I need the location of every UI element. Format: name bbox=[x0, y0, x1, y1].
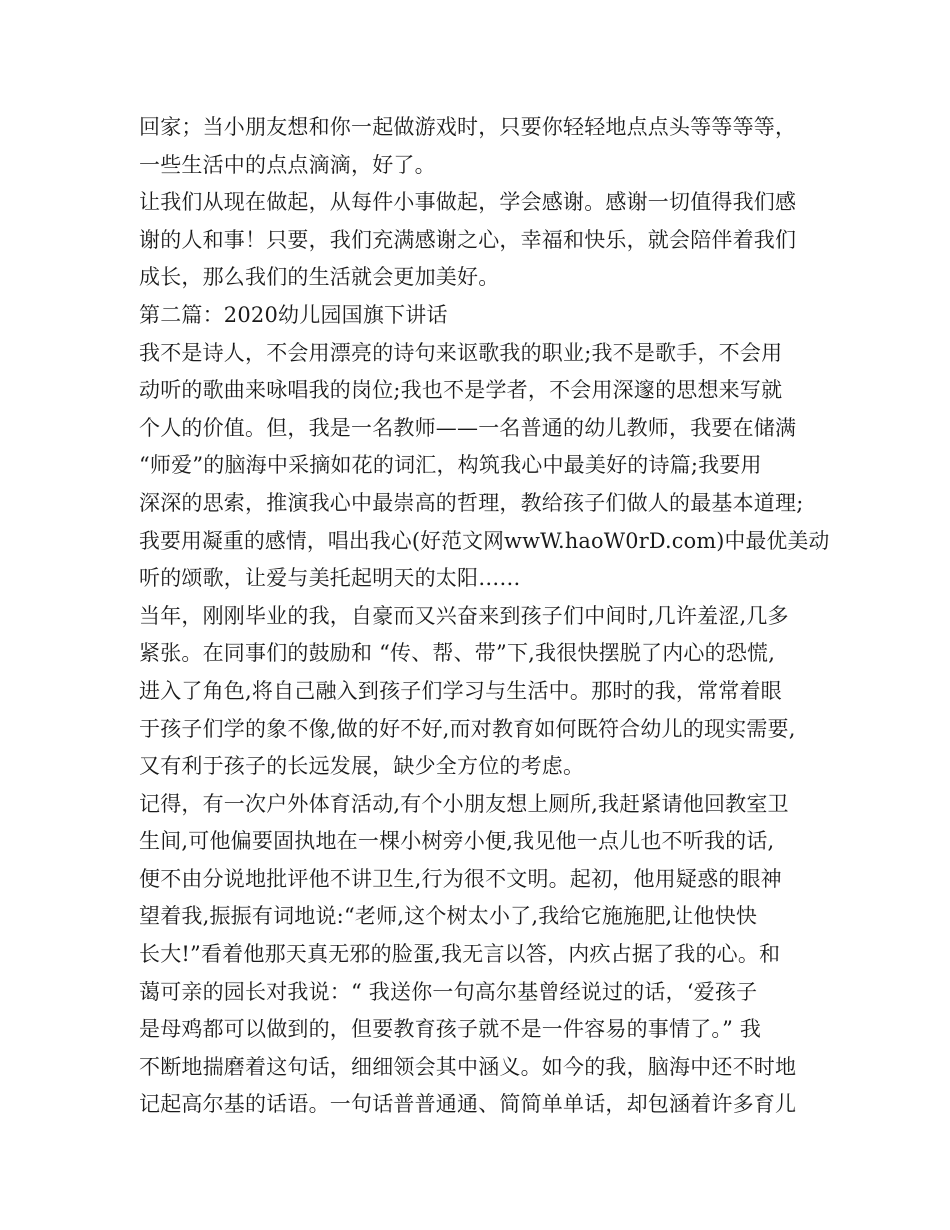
text-line: 动听的歌曲来咏唱我的岗位;我也不是学者，不会用深邃的思想来写就 bbox=[139, 378, 783, 403]
text-line: 进入了角色,将自己融入到孩子们学习与生活中。那时的我，常常着眼 bbox=[139, 678, 782, 703]
text-line: 成长，那么我们的生活就会更加美好。 bbox=[139, 265, 500, 290]
text-line: “师爱”的脑海中采摘如花的词汇，构筑我心中最美好的诗篇;我要用 bbox=[139, 453, 762, 478]
text-line: 蔼可亲的园长对我说：“ 我送你一句高尔基曾经说过的话，‘爱孩子 bbox=[139, 979, 758, 1004]
text-line: 记得，有一次户外体育活动,有个小朋友想上厕所,我赶紧请他回教室卫 bbox=[139, 791, 789, 816]
document-body bbox=[139, 109, 829, 1124]
text-line: 个人的价值。但，我是一名教师——一名普通的幼儿教师，我要在储满 bbox=[139, 415, 797, 440]
text-line: 让我们从现在做起，从每件小事做起，学会感谢。感谢一切值得我们感 bbox=[139, 190, 797, 215]
text-line: 谢的人和事！只要，我们充满感谢之心，幸福和快乐，就会陪伴着我们 bbox=[139, 227, 797, 252]
text-line: 长大!”看着他那天真无邪的脸蛋,我无言以答，内疚占据了我的心。和 bbox=[139, 942, 781, 967]
text-line: 深深的思索，推演我心中最崇高的哲理，教给孩子们做人的最基本道理; bbox=[139, 490, 804, 515]
text-line: 不断地揣磨着这句话，细细领会其中涵义。如今的我，脑海中还不时地 bbox=[139, 1054, 797, 1079]
text-line: 紧张。在同事们的鼓励和 “传、帮、带”下,我很快摆脱了内心的恐慌, bbox=[139, 641, 776, 666]
text-line: 是母鸡都可以做到的，但要教育孩子就不是一件容易的事情了。” 我 bbox=[139, 1017, 762, 1042]
text-line: 记起高尔基的话语。一句话普普通通、简简单单话，却包涵着许多育儿 bbox=[139, 1092, 797, 1117]
text-line: 我要用凝重的感情，唱出我心(好范文网wwW.haoW0rD.com)中最优美动 bbox=[139, 528, 830, 553]
text-line: 于孩子们学的象不像,做的好不好,而对教育如何既符合幼儿的现实需要, bbox=[139, 716, 796, 741]
text-line: 我不是诗人，不会用漂亮的诗句来讴歌我的职业;我不是歌手，不会用 bbox=[139, 340, 783, 365]
text-line: 听的颂歌，让爱与美托起明天的太阳…… bbox=[139, 566, 521, 591]
text-line: 当年，刚刚毕业的我，自豪而又兴奋来到孩子们中间时,几许羞涩,几多 bbox=[139, 603, 789, 628]
text-line: 一些生活中的点点滴滴，好了。 bbox=[139, 152, 436, 177]
text-line: 生间,可他偏要固执地在一棵小树旁小便,我见他一点儿也不听我的话, bbox=[139, 829, 775, 854]
section-heading: 第二篇：2020幼儿园国旗下讲话 bbox=[139, 302, 448, 327]
text-line: 便不由分说地批评他不讲卫生,行为很不文明。起初，他用疑惑的眼神 bbox=[139, 866, 782, 891]
text-line: 回家；当小朋友想和你一起做游戏时，只要你轻轻地点点头等等等等， bbox=[139, 115, 797, 139]
text-line: 又有利于孩子的长远发展，缺少全方位的考虑。 bbox=[139, 754, 585, 779]
text-line: 望着我,振振有词地说:“老师,这个树太小了,我给它施施肥,让他快快 bbox=[139, 904, 758, 929]
